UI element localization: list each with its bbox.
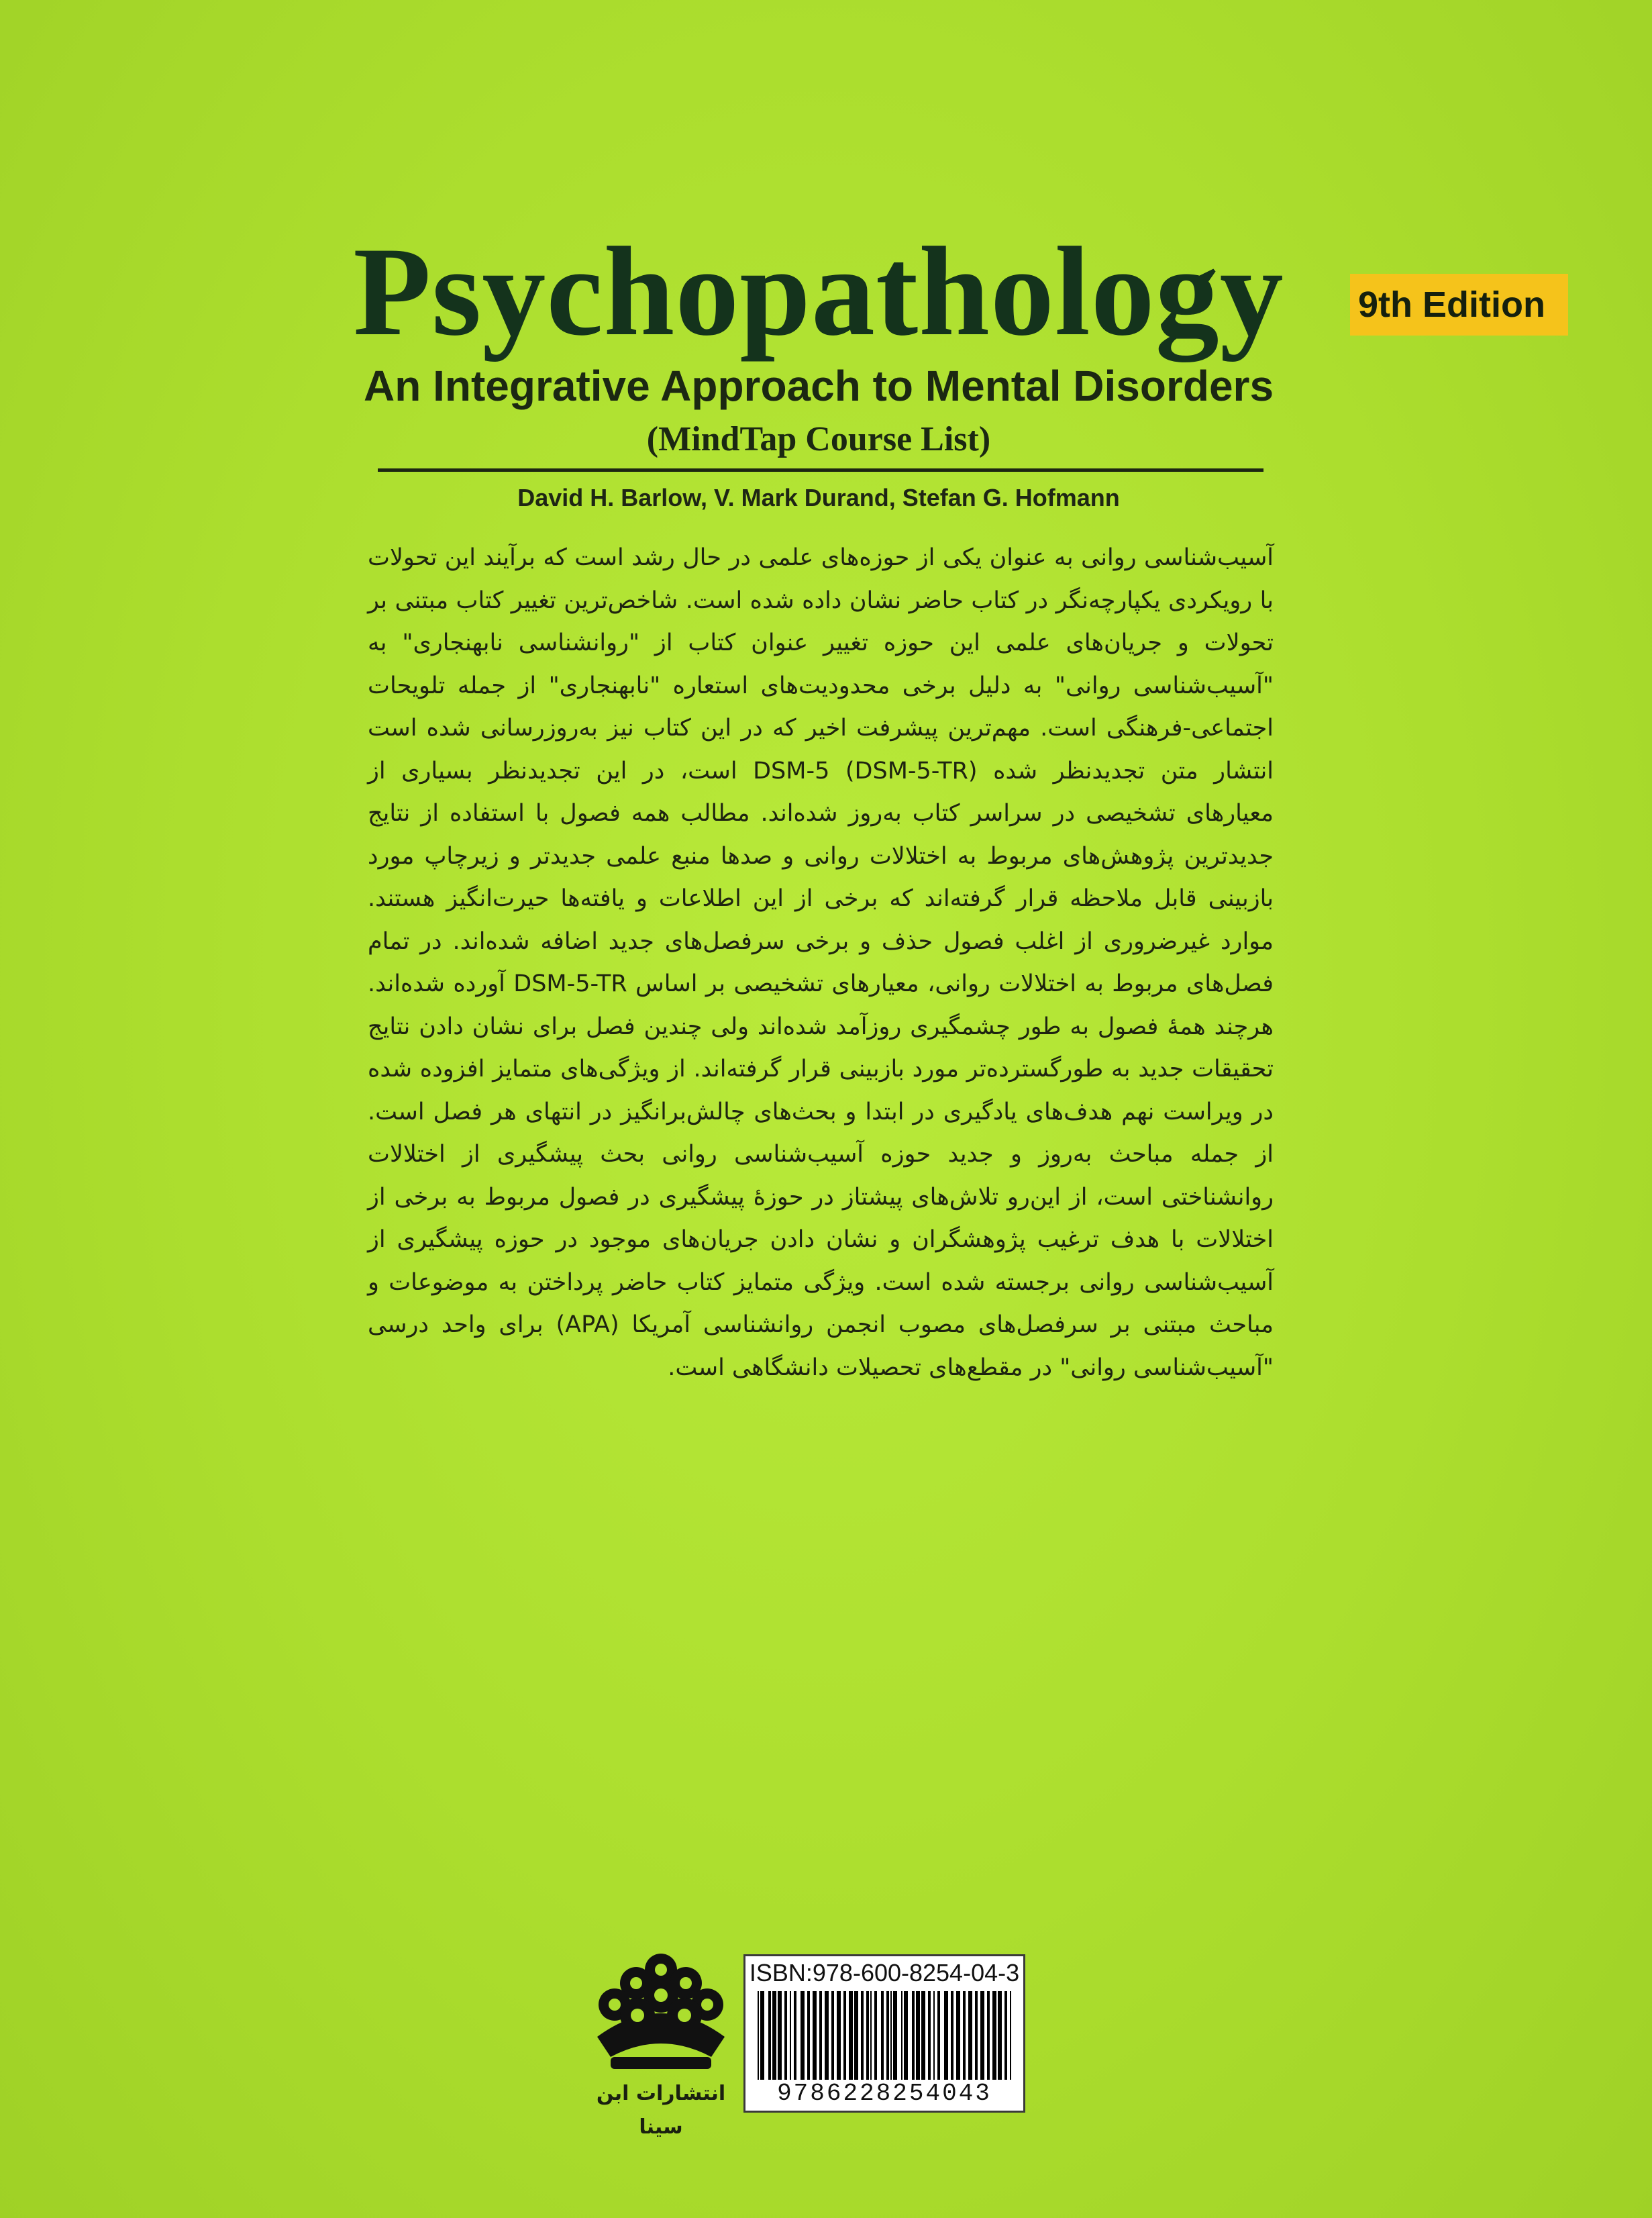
barcode-bar — [992, 1991, 996, 2080]
barcode-bar — [837, 1991, 841, 2080]
barcode-bar — [772, 1991, 776, 2080]
barcode-bar — [778, 1991, 782, 2080]
barcode-bar — [831, 1991, 834, 2080]
barcode-bar — [980, 1991, 984, 2080]
barcode-bar — [1010, 1991, 1011, 2080]
barcode-bar — [916, 1991, 920, 2080]
barcode-bar — [951, 1991, 953, 2080]
ean-digits: 9786228254043 — [777, 2080, 992, 2107]
barcode-bar — [790, 1991, 791, 2080]
barcode-bar — [784, 1991, 787, 2080]
barcode-bar — [944, 1991, 948, 2080]
barcode-bar — [933, 1991, 935, 2080]
barcode-bar — [866, 1991, 869, 2080]
barcode-bar — [881, 1991, 884, 2080]
barcode-bar — [870, 1991, 872, 2080]
barcode-bar — [912, 1991, 915, 2080]
isbn-barcode — [743, 1954, 1025, 2113]
barcode-bar — [904, 1991, 908, 2080]
barcode-bar — [801, 1991, 805, 2080]
barcode-bar — [861, 1991, 864, 2080]
barcode-bar — [843, 1991, 846, 2080]
barcode-bars — [755, 1991, 1014, 2080]
barcode-bar — [758, 1991, 759, 2080]
book-description: آسیب‌شناسی روانی به عنوان یکی از حوزه‌های علمی در حال رشد است که برآیند این تحولات با رویکردی یکپارچه‌نگر در کتاب حاضر نشان داده شده است. شاخص‌ترین تغییر کتاب مبتنی بر تحولات و جریان‌های علمی این حوزه تغییر عنوان کتاب از "روانشناسی نابهنجاری" به "آسیب‌شناسی روانی" به دلیل برخی محدودیت‌های استعاره "نابهنجاری" از جمله تلویحات اجتماعی-فرهنگی است. مهم‌ترین پیشرفت اخیر که در این کتاب نیز به‌روزرسانی شده است انتشار متن تجدیدنظر شده DSM-5 (DSM-5-TR) است، در این تجدیدنظر بسیاری از معیارهای تشخیصی در سراسر کتاب به‌روز شده‌اند. مطالب همه فصول با استفاده از نتایج جدیدترین پژوهش‌های مربوط به اختلالات روانی و صدها منبع علمی جدیدتر و زیرچاپ مورد بازبینی قابل ملاحظه قرار گرفته‌اند که برخی از این اطلاعات و یافته‌ها حیرت‌انگیز هستند. موارد غیرضروری از اغلب فصول حذف و برخی سرفصل‌های جدید اضافه شده‌اند. در تمام فصل‌های مربوط به اختلالات روانی، معیارهای تشخیصی بر اساس DSM-5-TR آورده شده‌اند. هرچند همهٔ فصول به طور چشمگیری روزآمد شده‌اند ولی چندین فصل برای نشان دادن نتایج تحقیقات جدید به طورگسترده‌تر مورد بازبینی قرار گرفته‌اند. از ویژگی‌های متمایز افزوده شده در ویراست نهم هدف‌های یادگیری در ابتدا و بحث‌های چالش‌برانگیز در انتهای هر فصل است. از جمله مباحث به‌روز و جدید حوزه آسیب‌شناسی روانی بحث پیشگیری از اختلالات روانشناختی است، از این‌رو تلاش‌های پیشتاز در حوزهٔ پیشگیری در فصول مربوط به برخی از اختلالات با هدف ترغیب پژوهشگران و نشان دادن جریان‌های موجود در حوزه پیشگیری از آسیب‌شناسی روانی برجسته شده است. ویژگی متمایز کتاب حاضر پرداختن به موضوعات و مباحث مبتنی بر سرفصل‌های مصوب انجمن روانشناسی آمریکا (APA) برای واحد درسی "آسیب‌شناسی روانی" در مقطع‌های تحصیلات دانشگاهی است. — [368, 544, 1274, 1381]
barcode-bar — [1004, 1991, 1007, 2080]
title-divider — [378, 468, 1263, 472]
authors-line: David H. Barlow, V. Mark Durand, Stefan G. Hofmann — [517, 484, 1120, 511]
barcode-bar — [760, 1991, 764, 2080]
barcode-bar — [928, 1991, 931, 2080]
barcode-bar — [849, 1991, 853, 2080]
barcode-bar — [874, 1991, 877, 2080]
barcode-bar — [819, 1991, 822, 2080]
isbn-label: ISBN:978-600-8254-04-3 — [749, 1959, 1020, 1986]
barcode-bar — [794, 1991, 796, 2080]
publisher-logo — [584, 1950, 738, 2139]
barcode-bar — [998, 1991, 1002, 2080]
barcode-bar — [813, 1991, 817, 2080]
barcode-bar — [963, 1991, 966, 2080]
barcode-bar — [937, 1991, 940, 2080]
barcode-bar — [807, 1991, 810, 2080]
course-list-label: (MindTap Course List) — [646, 420, 991, 458]
barcode-bar — [987, 1991, 990, 2080]
barcode-bar — [921, 1991, 925, 2080]
barcode-bar — [886, 1991, 889, 2080]
barcode-bar — [854, 1991, 858, 2080]
barcode-bar — [901, 1991, 902, 2080]
book-title: Psychopathology — [353, 221, 1284, 362]
barcode-bar — [890, 1991, 892, 2080]
shell-logo-icon — [584, 1950, 738, 2077]
barcode-bar — [968, 1991, 972, 2080]
barcode-bar — [893, 1991, 897, 2080]
barcode-bar — [768, 1991, 771, 2080]
edition-badge: 9th Edition — [1350, 274, 1568, 336]
publisher-name: انتشارات ابن سینا — [596, 2082, 726, 2139]
barcode-bar — [956, 1991, 960, 2080]
barcode-bar — [975, 1991, 978, 2080]
book-subtitle: An Integrative Approach to Mental Disorders — [363, 362, 1274, 410]
barcode-bar — [825, 1991, 829, 2080]
